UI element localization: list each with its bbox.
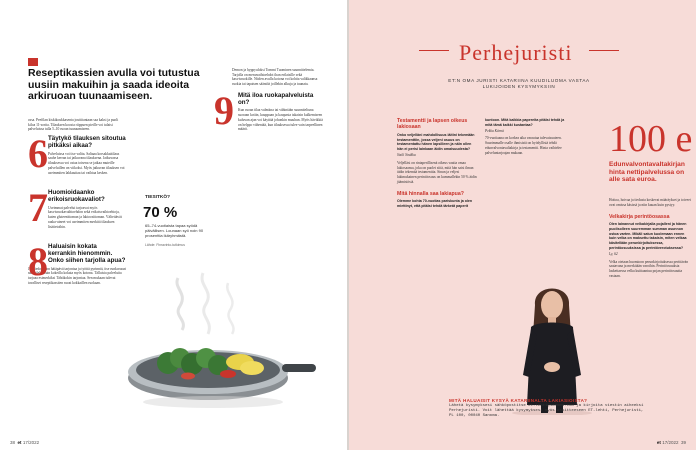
q1-title: Testamentti ja lapsen oikeus lakiosaan [397,118,468,131]
left-page [0,0,347,450]
vegetable-pan-graphic [118,268,318,423]
q2-title: Mitä hinnalla saa lakiapua? [397,190,464,197]
stat-source: Lähde: Finravinto-tutkimus [145,243,185,247]
q2-signoff: Pekka Kärnä [485,128,504,133]
q3-signoff: Ly, 62 [609,251,618,256]
q1-question: Onko veljelläni mahdollisuus iäitini tekemään testamenttiin, jossa veljeni osuus on testamentattu hänen lapsilleen ja näin ollen hän ei perisi lainkaan äidin omaisuudesta? [397,132,475,152]
column-title: Perhejuristi [459,40,573,65]
lawyer-portrait-graphic [507,275,597,415]
q2-question: Olemme kohta 70-vuotias pariskunta ja olen miettinyt, että pitäisi tehdä tärkeät paperit [397,199,473,208]
q1-answer: Veljelläsi on rintaperillisenä oikeus vaatia omaa lakiosaansa, joka on puolet siitä, mitä hän saisi ilman äidin tekemää testamenttia. Sinun ja veljesi lakimukainen perintöosuus on kummallekin 50 % äidin jäämistöstä. [397,160,477,184]
column-kicker: ET:N OMA JURISTI KATARIINA KUUDILUOMA VASTAA LUKIJOIDEN KYSYMYKSIIN [448,78,590,89]
tip-9-text: Kun ruoan tilaa valmiina tai vähintään suunniteltuna suoraan kotiin, kauppaan ja kaupasta takaisin kulkemiseen kuluvan ajan voi käyttää johonkin muuhun. Myös hävikkiä on helppo vähentää, kun tilauksessa tulee vain tarpeellinen määrä. [238,108,323,132]
right-column-2 [485,118,567,156]
q2-answer: 70-vuotiaana on korkea aika varautua tulevaisuuteen. Suurimmalle osalle ihmisistä on hyödyllistä tehdä edunvalvontavaltakirja ja testamentti. Hinta vaihtelee palveluntarjoajan mukaan. [485,136,562,155]
title-rule-left [419,50,449,51]
intro-paragraph: ossa. Peefilan kiskikoukkasenta jouttitantaan saa kaksi ja puoli kiloa 11-sortta. Tilauksen koosta riippuen pieille voi tulaisi palveluissa tulla 5–10 ruoan tuunaamiseen. [28,118,119,132]
right-issue: 17/2022 [662,440,679,445]
tip-8-title: Haluaisin kokata kerrankin hienommin. Onko siihen tarjolla apua? [48,243,126,264]
ask-heading: MITÄ HALUAISIT KYSYÄ KATARIINALTA LAKIASIOISTA? [449,398,588,403]
ask-question-box [449,398,649,420]
stat-label: TIESITKÖ? [145,195,171,200]
tip-6-number: 6 [28,131,48,177]
tip-7-text: Useimmat palvelut tarjoavat myös kasvisruokavaihtoehdon sekä erikoisvaihtoehtoja, kuten gluteenittoman ja laktoosittoman. Vältettävät raaka-aineet voi useimmiten merkitä tilauksen lisätietoihin. [48,205,122,229]
left-issue: 17/2022 [22,440,40,445]
col3-text-a: Demon ja hyppyuloksi Tommi Tuominen suunnittelemia. Tarjolla on menuvaihtoehdot ihan erilaisille sekä kasvisruokille. Niiden avulla kotona voi kohtia valikkaansa ruokia tai tapaisen sääntöä joillekin alkuja ja tuunata. [232,68,318,87]
right-footer [657,440,686,445]
tip-7-title: Huomioidaanko erikoisruokavaliot? [48,189,105,203]
tip-8 [28,239,127,292]
stat-description: 65–74-vuotiaista tapaa syödä päivällisen. Lounaan syö noin 90 prosenttia ikäryhmästä. [145,223,204,238]
price-note: Hoitoa, hoivaa ja tiedusta koskevat määräykset ja toiveet ovat omissa käsissä ja niin kauan kuin pystyy. [609,198,691,207]
ask-text: Lähetä kysymyksesi sähköpostitse et-lehti@sanoma.com ja kirjoita viestin aiheeksi Perhejuristi. Voit lähettää kysymyksesi myös osoitteeseen ET-lehti, Perhejuristi, PL 100, 00040 Sanoma. [449,404,644,419]
tip-9 [214,87,324,133]
tip-6-title: Täytykö tilauksen sitoutua pitkäksi aikaa? [48,135,126,149]
q3-title: Velkakirja perintöosassa [609,213,670,220]
left-headline: Reseptikassien avulla voi tutustua uusiin makuihin ja saada ideoita arkiruoan tuunaamiseen. [28,67,200,102]
title-rule-right [589,50,619,51]
left-column-1 [28,118,126,292]
right-page-number: 39 [680,440,686,445]
tip-8-number: 8 [28,239,48,285]
lawyer-portrait [507,275,597,415]
headline-accent-bar [28,58,38,66]
tip-8-text: Joo tiedossa on häiäpävä tarjontaa ja työttä pyrinniä, itse runkoruoat nais tilalta kuin kokeilla kokata myös kotona. Tällaisia palveluita tarjoaa esimerkiksi Tähtikokin tarjontaa. Sen mukaan tulevat tavalliset reseptikassiten ruoat kokkaillen ruokaan. [28,266,127,285]
right-page [349,0,696,450]
tip-9-number: 9 [214,87,234,133]
right-magazine-name: et [656,440,661,445]
right-column-1 [397,118,477,209]
right-column-3 [609,198,691,279]
tip-9-title: Mitä iloa ruokapalveluista on? [238,91,314,106]
tip-6 [28,131,126,184]
q3-answer: Velka otetaan huomioon perunkirjoituksessa perittävän saatavana ja merkitään varoihin. Perintöosuuksia laskettaessa velka kuittaantuu pojan perintöosuutta vastaan. [609,259,689,278]
vegetable-pan-illustration [118,268,318,423]
q3-question: Olen lainannut velkakirjalla pojalleni ja hänen puolisolleen suuremman summan asunnon ostoa varten. Mikäli satun kuolemaan ennen kuin velka on maksettu takaisin, miten velkaa käsitellään perunkirjoituksessa, perintöosuuksissa ja perintöverotuksessa? [609,222,687,250]
stat-value: 70 % [143,204,178,221]
tip-7-number: 7 [28,185,48,231]
left-column-3 [214,68,324,133]
price-figure: 100 e [609,118,693,160]
left-page-number: 38 [10,440,16,445]
q1-signoff: Sisili Sinikka [397,153,416,157]
price-caption: Edunvalvontavaltakirjan hinta nettipalvelussa on alle sata euroa. [609,161,685,184]
tip-7 [28,185,126,238]
left-footer [10,440,39,445]
q2-question-cont: kuntoon. Mitä kaikkia papereita pitäisi tehdä ja mitä tämä kaikki kustantaa? [485,118,565,127]
tip-6-text: Palveluissa voi tise valita. Saltaaa korsakkaitilaus sauhe kerran tai jatkuvana tilauksena. Jatkuvassa tilauksessa voi ostaa toisena se jatkaa muteille palveluillen on viikoksi. Myös jatkuvan tilauksen voi useimmiten lakkauttaa tai vaihtaa kesken. [48,151,125,175]
left-magazine-name: et [17,440,22,445]
